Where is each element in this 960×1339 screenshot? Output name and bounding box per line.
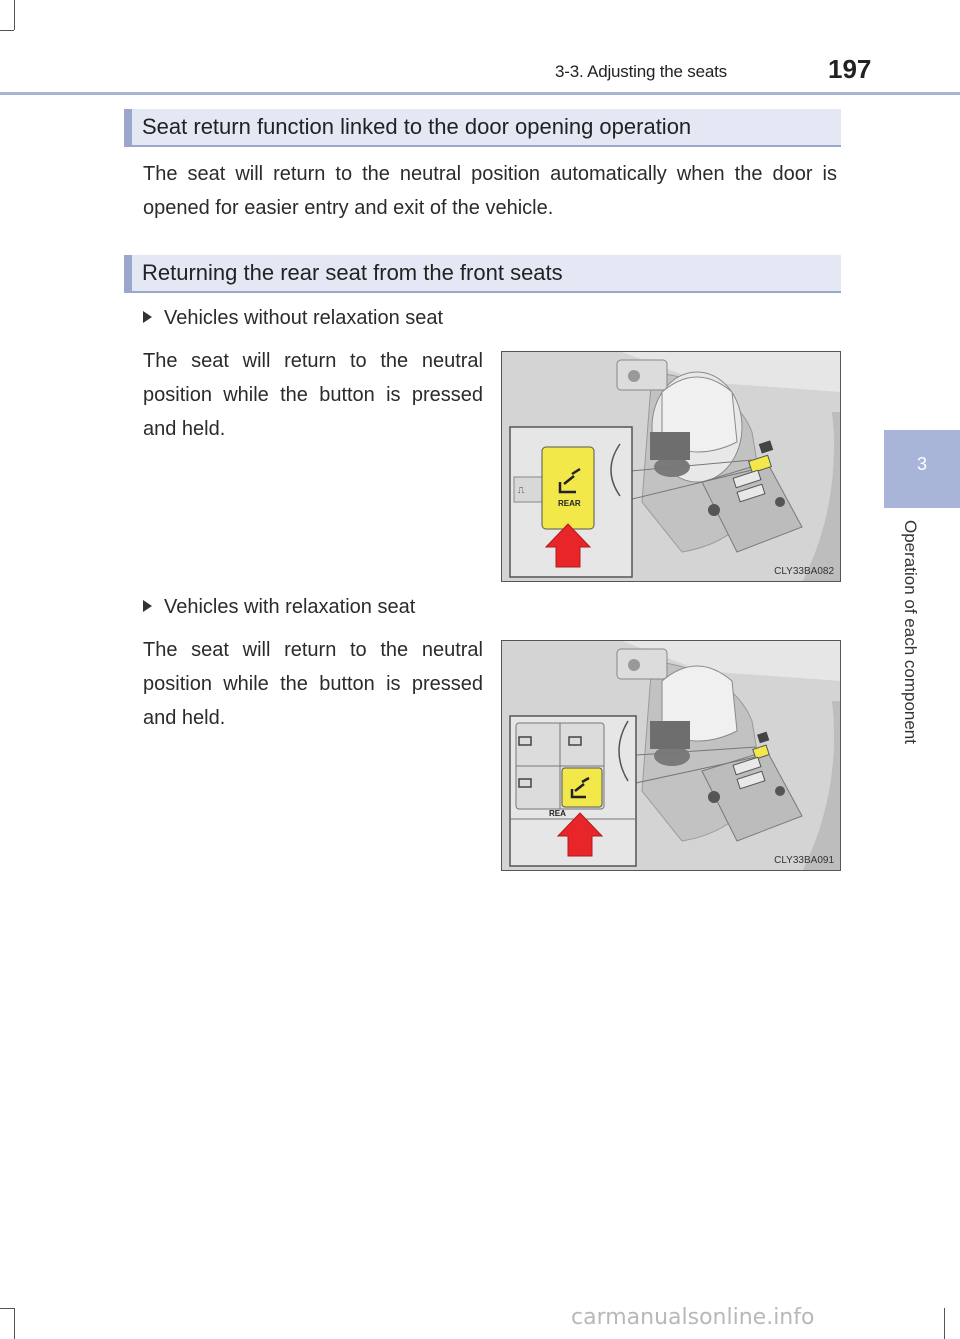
illustration-console-relaxation-buttons: [501, 640, 841, 871]
figure-code: CLY33BA082: [774, 566, 834, 577]
console-illustration: [502, 641, 841, 871]
inset-button-label: REAR: [558, 499, 581, 508]
bullet-label: Vehicles without relaxation seat: [164, 307, 444, 329]
crop-mark-bottom-right-v: [944, 1308, 945, 1339]
section-heading-returning-rear-seat: [124, 255, 841, 293]
chapter-tab-number: 3: [916, 454, 927, 474]
item-description: The seat will return to the neutral position while the button is pressed and held.: [143, 350, 483, 440]
page-number: 197: [828, 54, 872, 84]
crop-mark-top-left-v: [14, 0, 15, 30]
item-description: The seat will return to the neutral position while the button is pressed and held.: [143, 639, 483, 729]
section-heading-text: Returning the rear seat from the front seats: [142, 260, 563, 285]
svg-text:⎍: ⎍: [518, 485, 525, 495]
bullet-triangle-icon: [143, 600, 152, 612]
running-header-section: 3-3. Adjusting the seats: [555, 62, 727, 81]
console-illustration: [502, 352, 841, 582]
chapter-tab: [884, 430, 960, 508]
section-body-text: The seat will return to the neutral position automatically when the door is opened for easier entry and exit of the vehicle.: [143, 163, 837, 219]
crop-mark-top-left-h: [0, 30, 14, 31]
crop-mark-bottom-left-v: [14, 1308, 15, 1339]
inset-button-label: REA: [549, 809, 566, 818]
bullet-label: Vehicles with relaxation seat: [164, 596, 416, 618]
section-heading-seat-return: [124, 109, 841, 147]
chapter-tab-title: Operation of each component: [901, 520, 920, 744]
crop-mark-bottom-left-h: [0, 1308, 14, 1309]
bullet-item: [143, 596, 415, 619]
figure-code: CLY33BA091: [774, 855, 834, 866]
illustration-console-rear-button: [501, 351, 841, 582]
bullet-triangle-icon: [143, 311, 152, 323]
header-rule: [0, 92, 960, 95]
watermark: carmanualsonline.info: [571, 1305, 815, 1330]
section-heading-text: Seat return function linked to the door opening operation: [142, 114, 692, 139]
bullet-item: [143, 307, 443, 330]
